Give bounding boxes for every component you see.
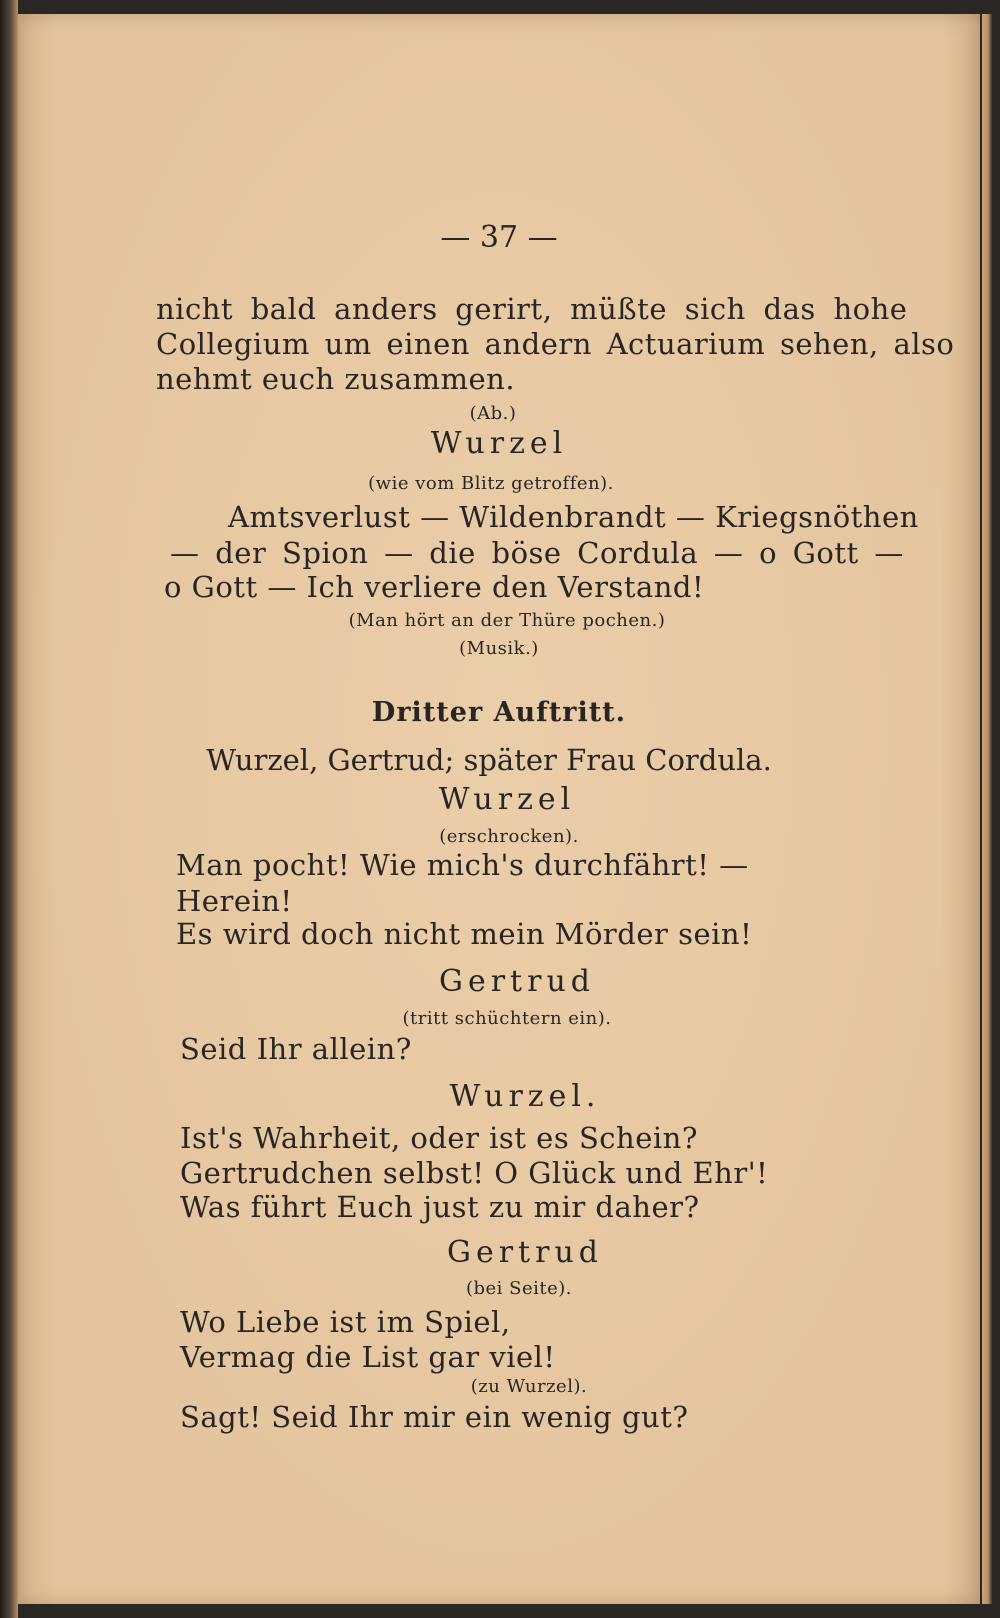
text-line: o Gott — Ich verliere den Verstand!: [164, 570, 705, 604]
text-line: — der Spion — die böse Cordula — o Gott —: [170, 536, 904, 570]
stage-direction: (wie vom Blitz getroffen).: [368, 473, 614, 494]
text-line: Ist's Wahrheit, oder ist es Schein?: [180, 1121, 698, 1155]
speaker-name: Gertrud: [439, 964, 595, 999]
page-edge: [982, 14, 992, 1604]
page-number: — 37 —: [440, 220, 558, 255]
scene-heading: Dritter Auftritt.: [371, 697, 627, 728]
stage-direction: (Man hört an der Thüre pochen.): [348, 610, 666, 631]
stage-direction: (erschrocken).: [439, 826, 579, 847]
text-line: Herein!: [176, 884, 293, 918]
text-line: Gertrudchen selbst! O Glück und Ehr'!: [180, 1156, 769, 1190]
text-line: Amtsverlust — Wildenbrandt — Kriegsnöthen: [228, 500, 919, 534]
text-line: Sagt! Seid Ihr mir ein wenig gut?: [180, 1400, 689, 1434]
speaker-name: Wurzel.: [449, 1079, 601, 1114]
text-line: Seid Ihr allein?: [180, 1032, 412, 1066]
stage-direction: (Ab.): [469, 403, 517, 424]
speaker-name: Gertrud: [447, 1235, 603, 1270]
stage-direction: (bei Seite).: [465, 1278, 573, 1299]
text-line: Wo Liebe ist im Spiel,: [180, 1305, 511, 1339]
stage-direction: (tritt schüchtern ein).: [402, 1008, 612, 1029]
cast-list: Wurzel, Gertrud; später Frau Cordula.: [206, 743, 772, 777]
speaker-name: Wurzel: [430, 426, 568, 461]
text-line: Was führt Euch just zu mir daher?: [180, 1190, 700, 1224]
stage-direction: (zu Wurzel).: [470, 1376, 588, 1397]
text-line: nehmt euch zusammen.: [156, 362, 516, 396]
speaker-name: Wurzel: [438, 782, 576, 817]
text-line: Man pocht! Wie mich's durchfährt! —: [176, 848, 749, 882]
page-content: [18, 14, 980, 1604]
book-page: [18, 14, 980, 1604]
text-line: Collegium um einen andern Actuarium sehen, also: [156, 327, 955, 361]
text-line: Vermag die List gar viel!: [180, 1340, 556, 1374]
stage-direction: (Musik.): [459, 638, 539, 659]
text-line: nicht bald anders gerirt, müßte sich das hohe: [156, 292, 908, 326]
book-gutter: [0, 0, 18, 1618]
text-line: Es wird doch nicht mein Mörder sein!: [176, 917, 753, 951]
